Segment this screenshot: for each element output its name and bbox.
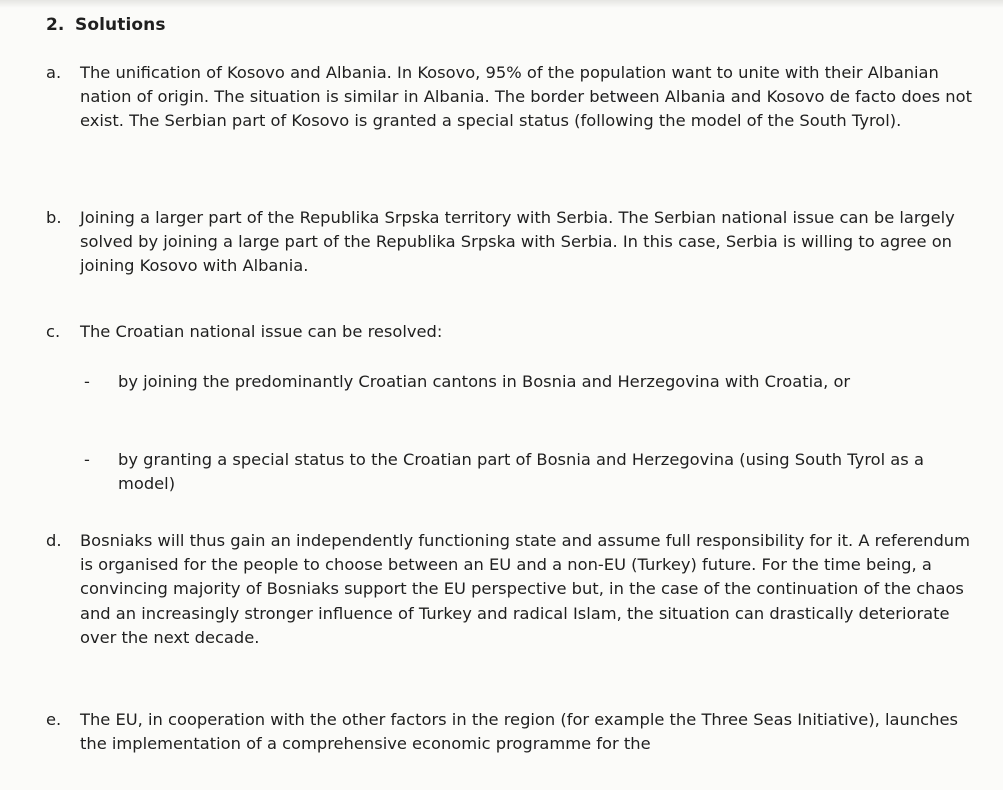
item-marker: a. bbox=[46, 63, 62, 82]
sub-item-text: by joining the predominantly Croatian cantons in Bosnia and Herzegovina with Croatia, or bbox=[118, 372, 851, 391]
solution-item-b bbox=[46, 206, 980, 279]
item-marker: b. bbox=[46, 208, 62, 227]
section-heading bbox=[46, 15, 166, 35]
solution-item-c bbox=[46, 320, 980, 344]
section-title: Solutions bbox=[75, 15, 166, 35]
solution-item-a bbox=[46, 61, 980, 134]
item-text: The Croatian national issue can be resolved: bbox=[80, 322, 443, 341]
item-marker: d. bbox=[46, 531, 62, 550]
sub-item-croatia-status bbox=[84, 448, 984, 496]
item-marker: c. bbox=[46, 322, 61, 341]
sub-item-dash: - bbox=[84, 450, 90, 469]
solution-item-e bbox=[46, 708, 980, 756]
sub-item-croatia-join bbox=[84, 370, 984, 394]
item-text: Joining a larger part of the Republika Srpska territory with Serbia. The Serbian national issue can be largely solved by joining a large part of the Republika Srpska with Serbia. In this case, Serbia is willing to agree on joining Kosovo with Albania. bbox=[80, 208, 955, 276]
item-marker: e. bbox=[46, 710, 62, 729]
section-number: 2. bbox=[46, 15, 65, 35]
solution-item-d bbox=[46, 529, 980, 650]
sub-item-dash: - bbox=[84, 372, 90, 391]
item-text: The EU, in cooperation with the other factors in the region (for example the Three Seas Initiative), launches the implementation of a comprehensive economic programme for the bbox=[80, 710, 958, 754]
item-text: The unification of Kosovo and Albania. In Kosovo, 95% of the population want to unite with their Albanian nation of origin. The situation is similar in Albania. The border between Albania and Kosovo de facto does not exist. The Serbian part of Kosovo is granted a special status (following the model of the South Tyrol). bbox=[80, 63, 972, 131]
item-text: Bosniaks will thus gain an independently functioning state and assume full responsibility for it. A referendum is organised for the people to choose between an EU and a non-EU (Turkey) future. For the time being, a convincing majority of Bosniaks support the EU perspective but, in the case of the continuation of the chaos and an increasingly stronger influence of Turkey and radical Islam, the situation can drastically deteriorate over the next decade. bbox=[80, 531, 970, 647]
sub-item-text: by granting a special status to the Croatian part of Bosnia and Herzegovina (using South Tyrol as a model) bbox=[118, 450, 924, 494]
